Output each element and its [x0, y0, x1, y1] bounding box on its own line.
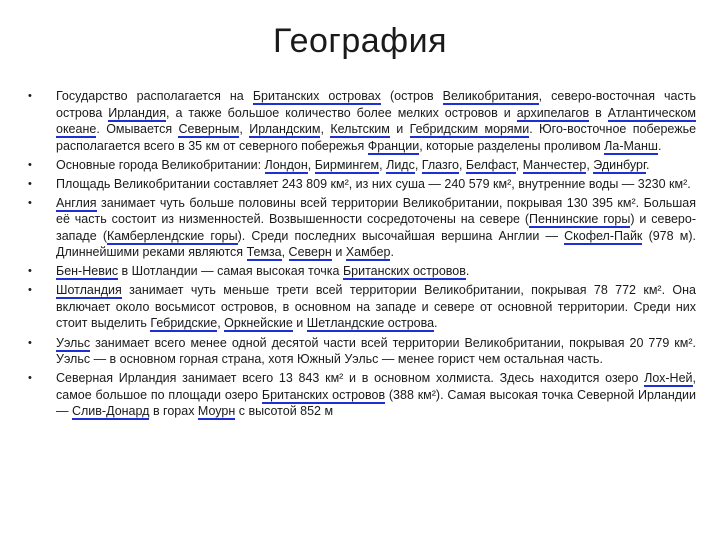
hyperlink[interactable]: Великобритания — [442, 89, 539, 103]
paragraph-text: . Юго-восточное побережье располагается всего в 35 км от северного побережья — [56, 122, 697, 153]
hyperlink[interactable]: Ирландия — [108, 105, 166, 120]
paragraph-text: . — [657, 138, 662, 153]
paragraph-text: (978 м). Длиннейшими реками являются — [56, 228, 696, 260]
hyperlink[interactable]: Британских островов — [342, 264, 466, 279]
paragraph-text: в Шотландии — самая высокая точка — [118, 264, 343, 279]
hyperlink[interactable]: Манчестер — [522, 157, 587, 172]
hyperlink[interactable]: Лондон — [264, 157, 308, 172]
hyperlink[interactable]: Англия — [56, 195, 97, 210]
bullet-dot: • — [28, 196, 32, 209]
paragraph-text: , — [379, 157, 387, 172]
paragraph-text: , — [307, 157, 315, 172]
hyperlink[interactable]: Атлантическом океане — [56, 105, 696, 136]
paragraph-text: . — [465, 264, 470, 279]
paragraph-text: занимает чуть меньше трети всей территории Великобритании, покрывая 78 772 км². Она включает около восьмисот островов, в основном на западе и севере от основной территории. Среди них стоит выделить — [56, 283, 696, 331]
paragraph-text: , — [586, 157, 594, 172]
hyperlink[interactable]: Бирмингем — [314, 157, 380, 172]
hyperlink[interactable]: Скофел-Пайк — [564, 228, 643, 243]
hyperlink[interactable]: Белфаст — [465, 157, 516, 172]
hyperlink[interactable]: Слив-Донард — [71, 404, 150, 419]
bullet-dot: • — [28, 90, 32, 102]
paragraph-text: Государство располагается на — [56, 89, 253, 103]
paragraph-text: (388 км²). Самая высокая точка Северной Ирландии — — [56, 387, 696, 419]
paragraph-text: , — [320, 122, 331, 136]
bullet-item — [28, 88, 696, 154]
bullet-list — [28, 88, 696, 420]
paragraph-text: занимает чуть больше половины всей территории Великобритании, покрывая 130 395 км². Большая её часть состоит из низменностей. Возвышенности сосредоточены на севере ( — [56, 195, 696, 227]
paragraph-text: , — [239, 122, 250, 136]
paragraph-text: , которые разделены проливом — [419, 138, 605, 153]
hyperlink[interactable]: Камберлендские горы — [106, 228, 238, 243]
paragraph-text: . — [390, 245, 394, 260]
bullet-dot: • — [28, 265, 32, 278]
bullet-dot: • — [28, 158, 32, 171]
bullet-item — [28, 157, 696, 174]
paragraph-text: , — [414, 157, 422, 172]
hyperlink[interactable]: Шетландские острова — [306, 316, 435, 331]
hyperlink[interactable]: Лидс — [386, 157, 415, 172]
slide-title: География — [272, 22, 448, 60]
hyperlink[interactable]: Северным — [178, 122, 240, 136]
bullet-item — [28, 263, 696, 280]
hyperlink[interactable]: Пеннинские горы — [529, 212, 631, 227]
hyperlink[interactable]: архипелагов — [516, 105, 590, 120]
hyperlink[interactable]: Британских островах — [252, 89, 381, 103]
bullet-item — [28, 370, 696, 420]
hyperlink[interactable]: Ла-Манш — [604, 138, 658, 153]
paragraph-text: занимает всего менее одной десятой части всей территории Великобритании, покрывая 20 779 км². Уэльс — в основном горная страна, хотя Южный Уэльс — менее горист чем остальная часть. — [56, 335, 696, 367]
paragraph-text: и — [292, 316, 307, 331]
hyperlink[interactable]: Гебридским морями — [409, 122, 530, 136]
hyperlink[interactable]: Гебридские — [150, 316, 218, 331]
paragraph-text: и — [331, 245, 346, 260]
paragraph-text: , северо-восточная часть острова — [56, 89, 696, 120]
hyperlink[interactable]: Северн — [288, 245, 332, 260]
bullet-item — [28, 195, 696, 261]
paragraph-text: . — [434, 316, 438, 331]
paragraph-text: . Омывается — [96, 122, 179, 136]
hyperlink[interactable]: Эдинбург — [593, 157, 647, 172]
bullet-dot: • — [28, 284, 32, 297]
bullet-item — [28, 282, 696, 332]
paragraph-text: , — [281, 245, 289, 260]
paragraph-text: и — [389, 122, 410, 136]
paragraph-text: Северная Ирландия занимает всего 13 843 км² и в основном холмиста. Здесь находится озеро — [56, 371, 645, 386]
hyperlink[interactable]: Темза — [246, 245, 282, 260]
hyperlink[interactable]: Ирландским — [249, 122, 321, 136]
bullet-dot: • — [28, 336, 32, 349]
paragraph-text: , — [217, 316, 225, 331]
hyperlink[interactable]: Бен-Невис — [56, 264, 119, 279]
paragraph-text: (остров — [380, 89, 443, 103]
bullet-dot: • — [28, 372, 32, 385]
paragraph-text: , самое большое по площади озеро — [56, 371, 696, 402]
paragraph-text: Площадь Великобритании составляет 243 809 км², из них суша — 240 579 км², внутренние воды — 3230 км². — [56, 176, 691, 191]
bullet-dot: • — [28, 177, 32, 190]
hyperlink[interactable]: Лох-Ней — [644, 371, 693, 386]
paragraph-text: , — [458, 157, 466, 172]
paragraph-text: с высотой 852 м — [235, 404, 334, 419]
hyperlink[interactable]: Хамбер — [345, 245, 391, 260]
paragraph-text: в горах — [149, 404, 198, 419]
paragraph-text: , а также большое количество более мелких островов и — [165, 105, 517, 120]
paragraph-text: , — [515, 157, 523, 172]
bullet-item — [28, 335, 696, 368]
paragraph-text: ). Среди последних высочайшая вершина Англии — — [237, 228, 565, 243]
hyperlink[interactable]: Глазго — [421, 157, 459, 172]
hyperlink[interactable]: Кельтским — [330, 122, 390, 136]
paragraph-text: Основные города Великобритании: — [56, 157, 265, 172]
hyperlink[interactable]: Моурн — [197, 404, 236, 419]
hyperlink[interactable]: Уэльс — [56, 335, 91, 350]
paragraph-text: в — [589, 105, 608, 120]
paragraph-text: ) и северо-западе ( — [56, 212, 696, 243]
hyperlink[interactable]: Британских островов — [261, 387, 386, 402]
hyperlink[interactable]: Франции — [367, 138, 420, 153]
hyperlink[interactable]: Шотландия — [56, 283, 122, 298]
hyperlink[interactable]: Оркнейские — [224, 316, 293, 331]
paragraph-text: . — [646, 157, 650, 172]
bullet-item — [28, 176, 696, 193]
